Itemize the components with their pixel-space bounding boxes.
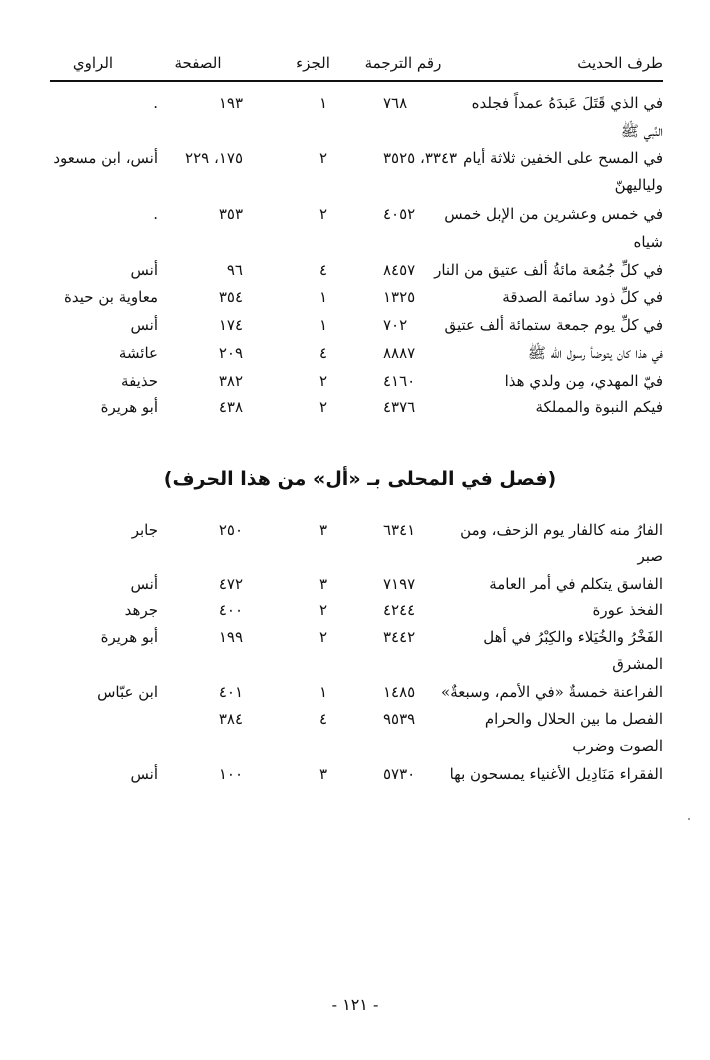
table-row	[50, 312, 663, 338]
hadith-text: النَّبي ﷺ	[620, 122, 663, 140]
table-row	[50, 284, 663, 310]
hadith-text: في كلِّ ذود سائمة الصدقة	[502, 288, 663, 306]
table-row	[50, 90, 663, 116]
tarjama-number: ٤٢٤٤	[383, 601, 416, 619]
page-ref: ١٠٠	[218, 765, 243, 783]
tarjama-number: ٨٨٨٧	[383, 344, 416, 362]
table-row	[50, 145, 663, 171]
page-ref: ٤٠٠	[218, 601, 243, 619]
narrator: .	[153, 94, 158, 112]
narrator: أنس	[130, 765, 158, 783]
hadith-text: الفَخْرُ والخُيَلاء والكِبْرُ في أهل	[483, 628, 663, 646]
table-row-continuation	[50, 172, 663, 198]
hadith-text: الفراعنة خمسةٌ «في الأمم، وسبعةٌ»	[441, 683, 663, 701]
hadith-text: الفاسق يتكلم في أمر العامة	[489, 575, 663, 593]
narrator: جرهد	[124, 601, 158, 619]
hadith-text: الفخذ عورة	[592, 601, 663, 619]
tarjama-number: ٤٠٥٢	[383, 205, 416, 223]
page-ref: ١٧٤	[218, 316, 243, 334]
narrator: حذيفة	[121, 372, 158, 390]
tarjama-number: ١٤٨٥	[383, 683, 416, 701]
page-ref: ٣٥٤	[218, 288, 243, 306]
hadith-text: صبر	[637, 547, 663, 565]
juz-number: ٢	[318, 149, 328, 167]
page-ref: ١٩٣	[218, 94, 243, 112]
header-rawi: الراوي	[72, 54, 114, 72]
juz-number: ٢	[318, 398, 328, 416]
narrator: أنس، ابن مسعود	[53, 149, 158, 167]
juz-number: ٢	[318, 205, 328, 223]
tarjama-number: ٧١٩٧	[383, 575, 416, 593]
table-row	[50, 368, 663, 394]
hadith-text: في خمس وعشرين من الإبل خمس	[444, 205, 663, 223]
table-row-continuation	[50, 229, 663, 255]
tarjama-number: ٨٤٥٧	[383, 261, 416, 279]
tarjama-number: ٦٣٤١	[383, 521, 416, 539]
narrator: أنس	[130, 575, 158, 593]
hadith-text: في المسح على الخفين ثلاثة أيام	[463, 149, 663, 167]
table-row	[50, 257, 663, 283]
narrator: أنس	[130, 261, 158, 279]
page-ref: ٣٥٣	[218, 205, 243, 223]
juz-number: ٢	[318, 601, 328, 619]
table-row	[50, 624, 663, 650]
juz-number: ٣	[318, 575, 328, 593]
table-row	[50, 201, 663, 227]
juz-number: ٣	[318, 521, 328, 539]
page-ref: ١٧٥، ٢٢٩	[185, 149, 243, 167]
juz-number: ٤	[318, 261, 328, 279]
table-row	[50, 571, 663, 597]
tarjama-number: ٤١٦٠	[383, 372, 416, 390]
page-ref: ٢٥٠	[218, 521, 243, 539]
hadith-text: الصوت وضرب	[572, 737, 663, 755]
page-ref: ٢٠٩	[218, 344, 243, 362]
table-row	[50, 517, 663, 543]
header-juz: الجزء	[296, 54, 330, 72]
narrator: أبو هريرة	[100, 398, 158, 416]
table-row-continuation	[50, 543, 663, 569]
table-row-continuation	[50, 118, 663, 144]
page-number: - ١٢١ -	[331, 995, 379, 1014]
hadith-text: فيكم النبوة والمملكة	[535, 398, 663, 416]
juz-number: ١	[318, 683, 328, 701]
stray-mark	[688, 818, 690, 820]
page-ref: ١٩٩	[218, 628, 243, 646]
hadith-text: المشرق	[612, 655, 663, 673]
page-ref: ٤٠١	[218, 683, 243, 701]
hadith-text: شياه	[633, 233, 663, 251]
tarjama-number: ٩٥٣٩	[383, 710, 416, 728]
hadith-text: ولياليهنّ	[614, 176, 663, 194]
juz-number: ٢	[318, 372, 328, 390]
tarjama-number: ٧٠٢	[383, 316, 408, 334]
hadith-text: في الذي قَتَلَ عَبدَهُ عمداً فجلده	[471, 94, 663, 112]
narrator: .	[153, 205, 158, 223]
header-divider	[50, 80, 663, 82]
table-header	[50, 50, 663, 76]
table-row-continuation	[50, 733, 663, 759]
tarjama-number: ٤٣٧٦	[383, 398, 416, 416]
juz-number: ٤	[318, 710, 328, 728]
hadith-text: الفقراء مَنَادِيل الأغنياء يمسحون بها	[449, 765, 663, 783]
narrator: جابر	[131, 521, 158, 539]
juz-number: ٣	[318, 765, 328, 783]
table-row	[50, 340, 663, 366]
tarjama-number: ٥٧٣٠	[383, 765, 416, 783]
narrator: عائشة	[118, 344, 158, 362]
tarjama-number: ٣٣٤٣، ٣٥٢٥	[383, 149, 458, 167]
hadith-text: في كلِّ جُمُعة مائةُ ألف عتيق من النار	[434, 261, 663, 279]
tarjama-number: ١٣٢٥	[383, 288, 416, 306]
tarjama-number: ٣٤٤٢	[383, 628, 416, 646]
header-safha: الصفحة	[174, 54, 222, 72]
juz-number: ١	[318, 316, 328, 334]
section-title: (فصل في المحلى بـ «أل» من هذا الحرف)	[163, 468, 557, 490]
table-row	[50, 706, 663, 732]
table-row	[50, 597, 663, 623]
table-row	[50, 394, 663, 420]
table-row-continuation	[50, 651, 663, 677]
tarjama-number: ٧٦٨	[383, 94, 408, 112]
juz-number: ٢	[318, 628, 328, 646]
juz-number: ١	[318, 94, 328, 112]
narrator: ابن عبّاس	[97, 683, 158, 701]
juz-number: ١	[318, 288, 328, 306]
hadith-text: الفارُ منه كالفار يوم الزحف، ومن	[460, 521, 663, 539]
narrator: أبو هريرة	[100, 628, 158, 646]
header-tarjama: رقم الترجمة	[364, 54, 442, 72]
table-row	[50, 761, 663, 787]
page-ref: ٣٨٢	[218, 372, 243, 390]
narrator: أنس	[130, 316, 158, 334]
table-row	[50, 679, 663, 705]
hadith-text: في هذا كان يتوضأ رسول الله ﷺ	[527, 344, 663, 362]
page-ref: ٤٧٢	[218, 575, 243, 593]
narrator: معاوية بن حيدة	[64, 288, 158, 306]
juz-number: ٤	[318, 344, 328, 362]
hadith-text: فيّ المهدي، مِن ولدي هذا	[504, 372, 663, 390]
hadith-text: الفصل ما بين الحلال والحرام	[484, 710, 663, 728]
hadith-text: في كلِّ يوم جمعة ستمائة ألف عتيق	[444, 316, 663, 334]
header-hadith: طرف الحديث	[577, 54, 663, 72]
page-ref: ٩٦	[226, 261, 243, 279]
page-ref: ٣٨٤	[218, 710, 243, 728]
page-ref: ٤٣٨	[218, 398, 243, 416]
